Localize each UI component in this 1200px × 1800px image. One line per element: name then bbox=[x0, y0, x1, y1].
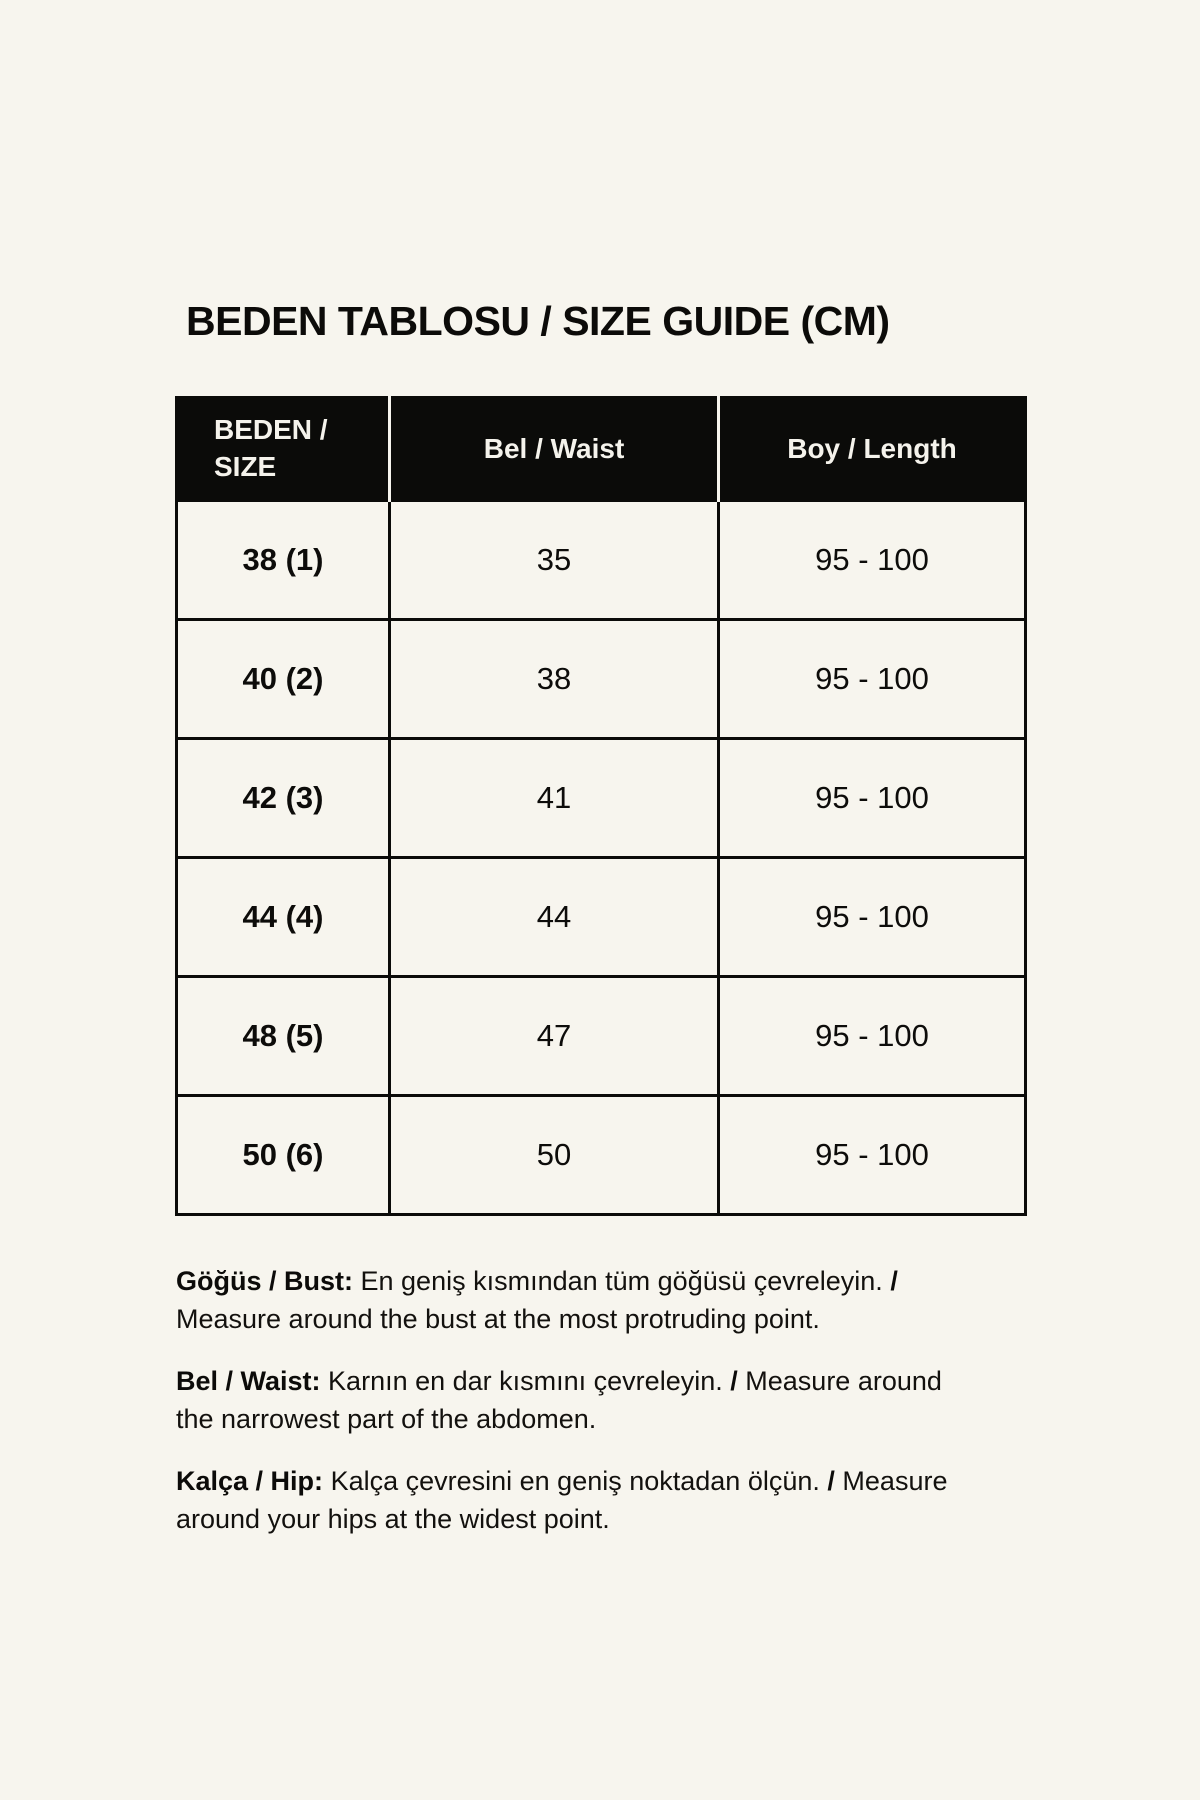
note-bust bbox=[176, 1262, 966, 1338]
cell-length: 95 - 100 bbox=[719, 977, 1026, 1096]
table-row bbox=[177, 739, 1026, 858]
table-row bbox=[177, 501, 1026, 620]
note-hip-tr: Kalça çevresini en geniş noktadan ölçün. bbox=[330, 1466, 820, 1496]
cell-waist: 38 bbox=[390, 620, 719, 739]
note-hip-en: Measure around your hips at the widest point. bbox=[176, 1466, 948, 1534]
cell-size: 38 (1) bbox=[177, 501, 390, 620]
cell-length: 95 - 100 bbox=[719, 739, 1026, 858]
note-hip-separator: / bbox=[827, 1466, 835, 1496]
note-waist-label: Bel / Waist: bbox=[176, 1366, 321, 1396]
table-body bbox=[177, 501, 1026, 1215]
cell-size: 44 (4) bbox=[177, 858, 390, 977]
table-row bbox=[177, 1096, 1026, 1215]
note-waist-en: Measure around the narrowest part of the abdomen. bbox=[176, 1366, 942, 1434]
table-row bbox=[177, 977, 1026, 1096]
page-title: BEDEN TABLOSU / SIZE GUIDE (CM) bbox=[186, 298, 890, 344]
note-hip bbox=[176, 1462, 966, 1538]
header-cell-length: Boy / Length bbox=[719, 398, 1026, 501]
cell-length: 95 - 100 bbox=[719, 858, 1026, 977]
note-bust-label: Göğüs / Bust: bbox=[176, 1266, 353, 1296]
header-row bbox=[177, 398, 1026, 501]
measurement-notes bbox=[176, 1262, 966, 1562]
header-cell-size: BEDEN / SIZE bbox=[177, 398, 390, 501]
table-row bbox=[177, 858, 1026, 977]
cell-size: 48 (5) bbox=[177, 977, 390, 1096]
size-guide-table bbox=[175, 396, 1027, 1216]
note-hip-label: Kalça / Hip: bbox=[176, 1466, 324, 1496]
cell-size: 50 (6) bbox=[177, 1096, 390, 1215]
note-waist bbox=[176, 1362, 966, 1438]
cell-waist: 50 bbox=[390, 1096, 719, 1215]
cell-length: 95 - 100 bbox=[719, 620, 1026, 739]
cell-waist: 44 bbox=[390, 858, 719, 977]
header-cell-waist: Bel / Waist bbox=[390, 398, 719, 501]
note-waist-tr: Karnın en dar kısmını çevreleyin. bbox=[328, 1366, 723, 1396]
cell-length: 95 - 100 bbox=[719, 1096, 1026, 1215]
note-waist-separator: / bbox=[730, 1366, 738, 1396]
note-bust-en: Measure around the bust at the most protruding point. bbox=[176, 1304, 820, 1334]
cell-waist: 41 bbox=[390, 739, 719, 858]
table-row bbox=[177, 620, 1026, 739]
cell-size: 40 (2) bbox=[177, 620, 390, 739]
table-header bbox=[177, 398, 1026, 501]
cell-waist: 47 bbox=[390, 977, 719, 1096]
cell-size: 42 (3) bbox=[177, 739, 390, 858]
cell-length: 95 - 100 bbox=[719, 501, 1026, 620]
cell-waist: 35 bbox=[390, 501, 719, 620]
note-bust-tr: En geniş kısmından tüm göğüsü çevreleyin. bbox=[360, 1266, 883, 1296]
note-bust-separator: / bbox=[890, 1266, 898, 1296]
